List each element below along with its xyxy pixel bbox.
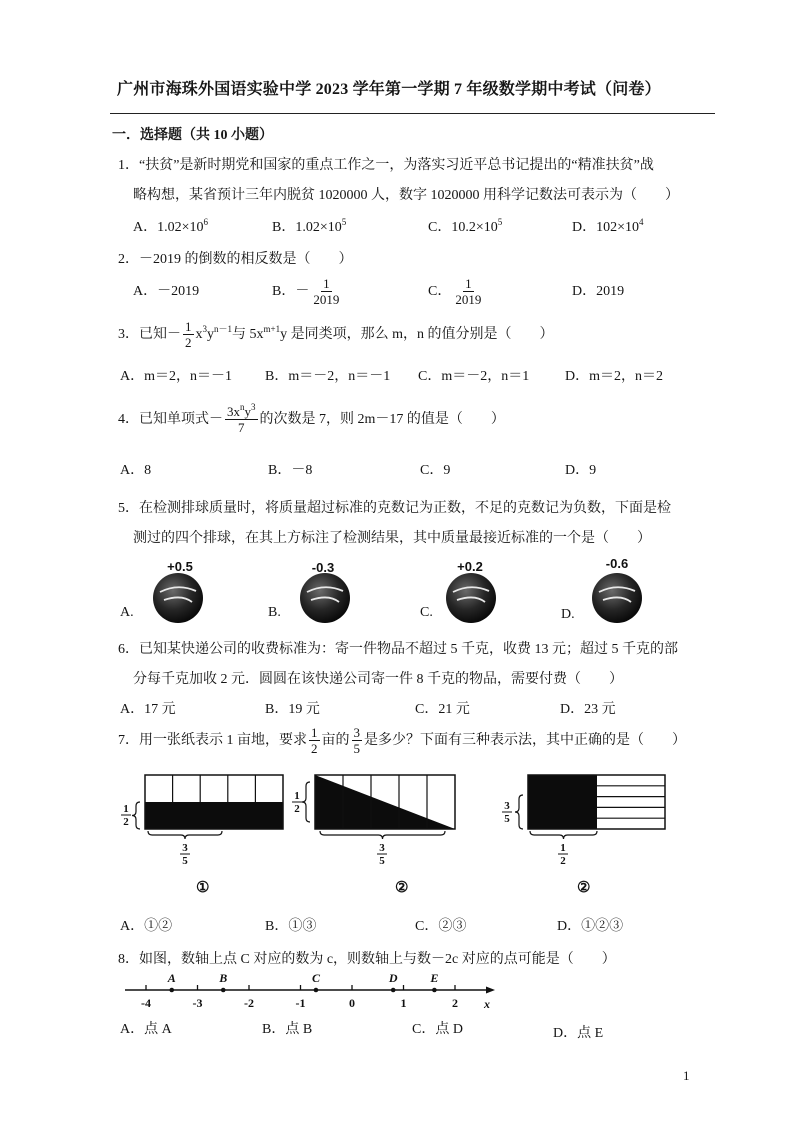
point-c-label: C [311,971,320,985]
denominator: 7 [238,420,245,436]
fraction [453,276,483,307]
numerator: 1 [311,725,318,741]
area-model-1 [121,775,283,867]
option-a: A．m＝2，n＝－1 [120,369,232,384]
option-b: B．点 B [262,1022,313,1037]
bottom-brace [320,831,445,839]
option-b: B．m＝－2，n＝－1 [265,369,391,384]
stem-suffix: 的次数是 7，则 2m－17 的值是（ ） [259,412,505,427]
numerator: 1 [323,276,330,292]
point-e-marker [432,988,437,993]
title-divider [110,113,715,114]
option-b: B．19 元 [265,702,320,717]
left-brace [302,782,310,822]
left-brace [515,795,523,829]
option-c: C．点 D [412,1022,463,1037]
number-line [0,968,794,1014]
volleyball-b [300,560,350,623]
denominator: 5 [353,741,360,757]
tick-label: 2 [452,996,458,1010]
numerator: 1 [465,276,472,292]
option-label: D． [572,220,597,235]
option-label: B． [272,284,296,299]
question-text-line: 略构想，某省预计三年内脱贫 1020000 人，数字 1020000 用科学记数法可表示为（ ） [133,188,679,203]
stem-prefix: 3．已知 [118,327,167,342]
tick-label: -3 [192,996,203,1010]
side-denominator: 5 [504,813,510,825]
question-text-line: 1．“扶贫”是新时期党和国家的重点工作之一，为落实习近平总书记提出的“精准扶贫”战 [118,158,654,173]
tick-label: -2 [244,996,254,1010]
ball-reading: -0.6 [605,556,629,571]
grid-lines [597,786,665,818]
side-numerator: 1 [294,790,300,802]
option-a: A．①② [120,919,173,934]
section-heading: 一．选择题（共 10 小题） [112,128,273,143]
side-numerator: 1 [123,803,129,815]
question-text-line: 6．已知某快递公司的收费标准为：寄一件物品不超过 5 千克，收费 13 元；超过 5 千克的部 [118,642,678,657]
stem-suffix: 是多少？下面有三种表示法，其中正确的是（ ） [364,733,686,748]
exponent: 3 [202,324,207,334]
exponent: 5 [341,217,347,227]
point-group [167,971,439,992]
option-c: C．9 [420,463,451,478]
tick-label: 1 [400,996,407,1010]
question-text-line: 分每千克加收 2 元．圆圆在该快递公司寄一件 8 千克的物品，需要付费（ ） [133,672,623,687]
page-number: 1 [683,1068,690,1083]
fraction [225,404,258,435]
bottom-brace [530,831,597,839]
volleyball-c [446,559,496,623]
bottom-denominator: 2 [560,855,566,867]
option-b: B. [268,605,281,620]
option-b [272,216,346,236]
option-a: A. [120,605,134,620]
fraction [309,725,320,756]
option-c: C．m＝－2，n＝1 [418,369,530,384]
figure-caption: ② [577,880,591,896]
option-c [428,216,502,236]
numerator: 3 [353,725,360,741]
option-a [133,216,208,236]
minus-sign: － [295,284,310,299]
question-stem [118,724,686,758]
volleyball-d [592,556,642,623]
option-b [272,275,343,309]
option-value: 1.02×10 [157,220,204,235]
option-d: D．9 [565,463,597,478]
stem-connector: 与 5x [232,327,264,342]
area-model-2 [292,775,455,867]
ball-reading: -0.3 [311,560,335,575]
option-value: －2019 [157,284,200,299]
option-value: 102×10 [596,220,640,235]
option-d: D. [561,607,575,622]
point-a-label: A [167,971,176,985]
variable: y [244,404,251,420]
option-value: 1.02×10 [295,220,342,235]
side-denominator: 2 [123,816,129,828]
option-a [133,275,199,309]
option-c: C．21 元 [415,702,470,717]
bottom-numerator: 3 [182,842,188,854]
axis-label: x [484,997,490,1011]
exponent: 4 [639,217,644,227]
exponent: 3 [251,402,256,413]
numerator: 1 [185,319,192,335]
fraction [311,276,341,307]
tick-group [141,985,458,1010]
tick-label: 0 [349,996,355,1010]
option-c: C．②③ [415,919,467,934]
ball-reading: +0.5 [167,559,193,574]
variable: y [207,327,214,342]
side-numerator: 3 [504,800,510,812]
exam-title: 广州市海珠外国语实验中学 2023 学年第一学期 7 年级数学期中考试（问卷） [117,81,661,98]
numerator [225,404,258,420]
point-d-label: D [388,971,398,985]
option-value: 2019 [596,284,625,299]
point-c-marker [314,988,319,993]
shaded-region [315,775,455,829]
option-b: B．－8 [268,463,313,478]
bottom-numerator: 1 [560,842,566,854]
question-text-line: 测过的四个排球，在其上方标注了检测结果，其中质量最接近标准的一个是（ ） [133,531,651,546]
option-d: D．①②③ [557,919,624,934]
fraction [352,725,363,756]
figure-caption: ① [196,880,210,896]
shaded-region [145,802,283,829]
variable: x [233,404,240,420]
minus-sign: － [167,327,181,342]
tick-label: -1 [295,996,306,1010]
bottom-brace [148,831,222,839]
option-value: 10.2×10 [451,220,498,235]
bottom-numerator: 3 [379,842,385,854]
ball-reading: +0.2 [457,559,483,574]
option-a: A．点 A [120,1022,172,1037]
option-c [428,275,485,309]
denominator: 2 [185,335,192,351]
exponent: n [240,402,245,413]
question-text-line: 2．－2019 的倒数的相反数是（ ） [118,252,353,267]
stem-middle: 亩的 [321,733,350,748]
point-e-label: E [430,971,439,985]
stem-suffix: y 是同类项，那么 m，n 的值分别是（ ） [280,327,554,342]
option-label: B． [272,220,296,235]
option-label: C． [428,284,452,299]
exponent: n－1 [214,324,233,334]
option-label: D． [572,284,597,299]
option-d: D．23 元 [560,702,616,717]
minus-sign: － [209,412,223,427]
exponent: 5 [497,217,503,227]
point-b-label: B [219,971,228,985]
option-d [572,275,624,309]
left-brace [132,802,140,829]
option-label: C． [428,220,452,235]
area-model-figures [0,760,794,870]
stem-prefix: 7．用一张纸表示 1 亩地，要求 [118,733,307,748]
grid-lines [173,775,256,802]
option-c: C. [420,605,433,620]
option-d [572,216,644,236]
volleyball-a [153,559,203,623]
fraction [183,319,194,350]
tick-label: -4 [141,996,151,1010]
point-d-marker [391,988,396,993]
coefficient: 3 [227,404,234,420]
question-text-line: 8．如图，数轴上点 C 对应的数为 c，则数轴上与数－2c 对应的点可能是（ ） [118,952,616,967]
exponent: 6 [203,217,209,227]
shaded-region [528,775,597,829]
stem-prefix: 4．已知单项式 [118,412,209,427]
bottom-denominator: 5 [182,855,188,867]
point-b-marker [221,988,226,993]
denominator: 2019 [313,292,340,308]
question-text-line: 5．在检测排球质量时，将质量超过标准的克数记为正数，不足的克数记为负数，下面是检 [118,501,671,516]
option-a: A．8 [120,463,152,478]
denominator: 2019 [455,292,482,308]
side-denominator: 2 [294,803,300,815]
figure-caption: ② [395,880,409,896]
bottom-denominator: 5 [379,855,385,867]
axis-arrow [486,987,495,994]
option-b: B．①③ [265,919,317,934]
denominator: 2 [311,741,318,757]
option-d: D．点 E [553,1026,604,1041]
variable: x [195,327,203,342]
question-stem [118,403,505,437]
option-d: D．m＝2，n＝2 [565,369,663,384]
option-a: A．17 元 [120,702,176,717]
exponent: m+1 [263,324,281,334]
area-model-3 [502,775,665,867]
option-label: A． [133,284,158,299]
option-label: A． [133,220,158,235]
point-a-marker [169,988,174,993]
question-stem [118,318,553,352]
